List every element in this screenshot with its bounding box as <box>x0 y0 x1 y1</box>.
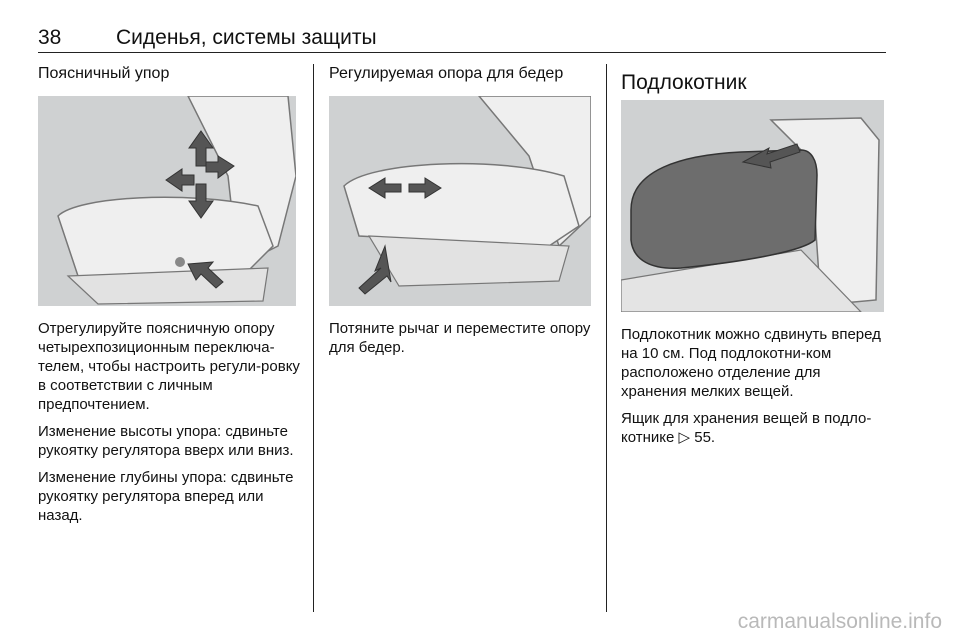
page-title: Сиденья, системы защиты <box>116 26 377 49</box>
column-lumbar-support <box>38 64 300 84</box>
armrest-drawing <box>621 100 884 312</box>
running-header <box>38 26 886 53</box>
page-number: 38 <box>38 26 62 49</box>
column-divider <box>313 64 314 612</box>
crossref-page[interactable]: 55. <box>694 429 716 446</box>
arrow-left-icon <box>166 169 194 191</box>
column-divider <box>606 64 607 612</box>
armrest-illustration <box>621 100 884 312</box>
crossref-text: Ящик для хранения вещей в подло-котнике <box>621 410 872 446</box>
column-armrest <box>621 64 889 96</box>
paragraph: Отрегулируйте поясничную опору четырехпозиционным переключа-телем, чтобы настроить регули-ровку в соответствии с личным предпочтением. <box>38 320 300 413</box>
paragraph: Изменение глубины упора: сдвиньте рукоятку регулятора вперед или назад. <box>38 469 294 524</box>
paragraph: Изменение высоты упора: сдвиньте рукоятку регулятора вверх или вниз. <box>38 423 294 459</box>
section-heading: Регулируемая опора для бедер <box>329 65 564 82</box>
seat-lumbar-drawing <box>38 96 296 306</box>
paragraph: Подлокотник можно сдвинуть вперед на 10 см. Под подлокотни-ком расположено отделение для хранения мелких вещей. <box>621 326 881 400</box>
thigh-support-illustration <box>329 96 591 306</box>
section-heading: Подлокотник <box>621 71 747 94</box>
watermark: carmanualsonline.info <box>737 610 942 633</box>
paragraph: Потяните рычаг и переместите опору для бедер. <box>329 320 591 356</box>
triangle-right-icon[interactable]: ▷ <box>678 429 691 446</box>
lumbar-support-illustration <box>38 96 296 306</box>
paragraph-crossref <box>621 409 889 447</box>
section-heading: Поясничный упор <box>38 65 170 82</box>
seat-thigh-drawing <box>329 96 591 306</box>
lumbar-text <box>38 319 300 525</box>
arrow-pointer-icon <box>359 246 391 294</box>
armrest-text <box>621 325 889 447</box>
thigh-text <box>329 319 591 357</box>
column-thigh-support <box>329 64 597 84</box>
